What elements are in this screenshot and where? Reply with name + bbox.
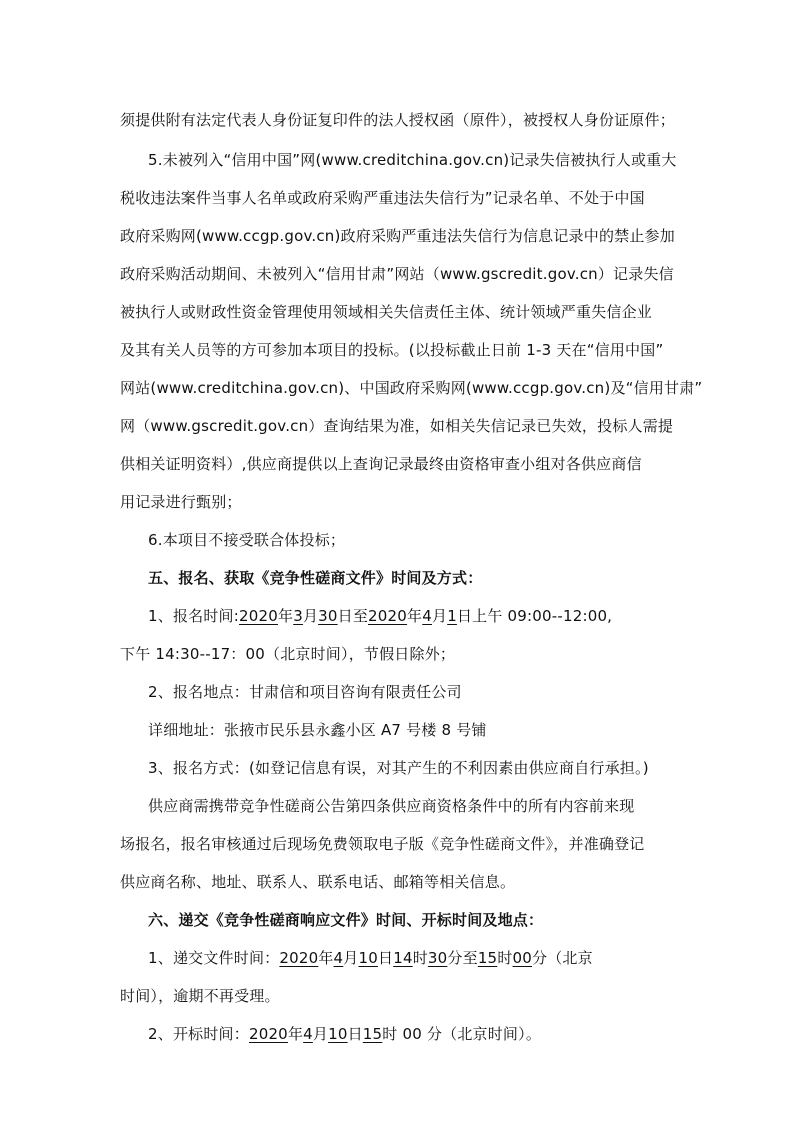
day-text: 日: [378, 949, 394, 967]
submission-time: [148, 948, 593, 968]
minute-text: 分（北京: [532, 949, 593, 967]
registration-address: 详细地址：张掖市民乐县永鑫小区 A7 号楼 8 号铺: [148, 721, 487, 739]
opening-hour: 15: [362, 1025, 383, 1043]
submission-time-note: 时间），逾期不再受理。: [120, 987, 280, 1005]
opening-month: 4: [303, 1025, 313, 1043]
submit-hour-start: 14: [393, 949, 413, 967]
item5-line: 用记录进行甄别；: [120, 493, 242, 511]
item5-line: 被执行人或财政性资金管理使用领域相关失信责任主体、统计领域严重失信企业: [120, 303, 653, 321]
item5-line: 政府采购网(www.ccgp.gov.cn)政府采购严重违法失信行为信息记录中的禁止参加: [120, 227, 675, 245]
end-year: 2020: [368, 607, 408, 625]
year-text: 年: [277, 607, 294, 625]
registration-method: 3、报名方式：(如登记信息有误，对其产生的不利因素由供应商自行承担。): [148, 759, 649, 777]
morning-hours: 日上午 09:00--12:00,: [456, 607, 613, 625]
section5-heading: 五、报名、获取《竞争性磋商文件》时间及方式：: [148, 569, 483, 587]
submit-minute-start: 30: [427, 949, 448, 967]
start-month: 3: [293, 607, 303, 625]
opening-time: [148, 1024, 541, 1044]
month-text: 月: [343, 949, 359, 967]
registration-time-label: 1、报名时间:: [148, 607, 239, 625]
registration-place: 2、报名地点：甘肃信和项目咨询有限责任公司: [148, 683, 462, 701]
registration-detail-line: 场报名，报名审核通过后现场免费领取电子版《竞争性磋商文件》，并准确登记: [120, 835, 645, 853]
day-to-text: 日至: [337, 607, 369, 625]
registration-detail-line: 供应商需携带竞争性磋商公告第四条供应商资格条件中的所有内容前来现: [148, 797, 635, 815]
item5-line: 税收违法案件当事人名单或政府采购严重违法失信行为”记录名单、不处于中国: [120, 189, 645, 207]
end-day: 1: [447, 607, 457, 625]
hour-text: 时: [497, 949, 513, 967]
opening-year: 2020: [248, 1025, 288, 1043]
item5-line: 网站(www.creditchina.gov.cn)、中国政府采购网(www.ccgp.gov.cn)及“信用甘肃”: [120, 379, 703, 397]
item6: 6.本项目不接受联合体投标；: [148, 531, 346, 549]
submit-hour-end: 15: [477, 949, 498, 967]
year-text: 年: [407, 607, 423, 625]
opening-day: 10: [328, 1025, 348, 1043]
month-text: 月: [302, 607, 319, 625]
hour-text: 时: [412, 949, 428, 967]
minute-to-text: 分至: [447, 949, 478, 967]
registration-detail-line: 供应商名称、地址、联系人、联系电话、邮箱等相关信息。: [120, 873, 516, 891]
authorization-requirement: 须提供附有法定代表人身份证复印件的法人授权函（原件），被授权人身份证原件；: [120, 111, 675, 129]
submit-month: 4: [333, 949, 344, 967]
item5-line: 政府采购活动期间、未被列入“信用甘肃”网站（www.gscredit.gov.cn）记录失信: [120, 265, 674, 283]
item5-line: 5.未被列入“信用中国”网(www.creditchina.gov.cn)记录失信被执行人或重大: [148, 151, 677, 169]
year-text: 年: [318, 949, 334, 967]
section6-heading: 六、递交《竞争性磋商响应文件》时间、开标时间及地点：: [148, 911, 544, 929]
time-rest-text: 时 00 分（北京时间）。: [382, 1025, 542, 1043]
month-text: 月: [312, 1025, 329, 1043]
start-day: 30: [318, 607, 338, 625]
submission-time-label: 1、递交文件时间：: [148, 949, 280, 967]
item5-line: 及其有关人员等的方可参加本项目的投标。(以投标截止日前 1-3 天在“信用中国”: [120, 341, 664, 359]
submit-minute-end: 00: [512, 949, 533, 967]
registration-time: [148, 606, 612, 626]
end-month: 4: [422, 607, 432, 625]
day-text: 日: [347, 1025, 363, 1043]
month-text: 月: [431, 607, 448, 625]
year-text: 年: [287, 1025, 304, 1043]
item5-line: 供相关证明资料）,供应商提供以上查询记录最终由资格审查小组对各供应商信: [120, 455, 642, 473]
registration-time-afternoon: 下午 14:30--17：00（北京时间），节假日除外；: [120, 645, 456, 663]
item5-line: 网（www.gscredit.gov.cn）查询结果为准，如相关失信记录已失效，投标人需提: [120, 417, 674, 435]
start-year: 2020: [239, 607, 278, 625]
submit-year: 2020: [279, 949, 319, 967]
submit-day: 10: [358, 949, 378, 967]
opening-time-label: 2、开标时间：: [148, 1025, 249, 1043]
